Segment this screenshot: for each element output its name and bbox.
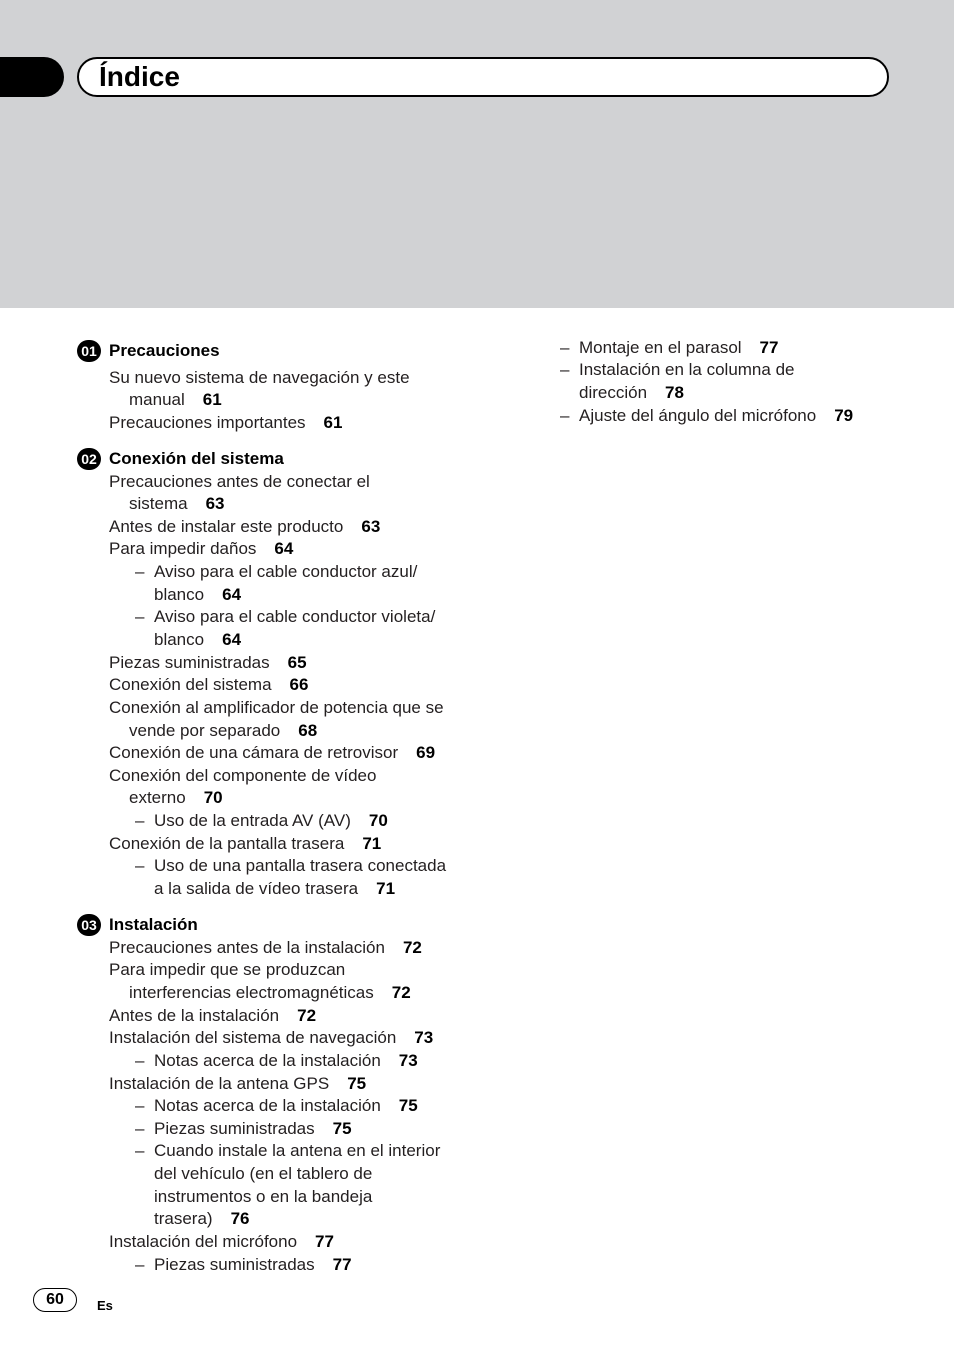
toc-entry-text: Precauciones antes de conectar el <box>109 472 370 491</box>
toc-entry-text: Conexión del sistema <box>109 675 272 694</box>
toc-subentry[interactable] <box>154 1163 372 1185</box>
toc-subentry[interactable] <box>579 405 853 427</box>
toc-subentry[interactable] <box>154 810 388 832</box>
toc-subentry[interactable] <box>154 1095 418 1117</box>
toc-entry-text: del vehículo (en el tablero de <box>154 1164 373 1183</box>
toc-entry-text: a la salida de vídeo trasera <box>154 879 359 898</box>
dash-marker: – <box>135 1051 145 1070</box>
toc-page-number: 77 <box>759 338 779 357</box>
toc-page-number: 72 <box>297 1006 317 1025</box>
toc-entry[interactable] <box>109 833 381 855</box>
toc-entry-text: Notas acerca de la instalación <box>154 1051 381 1070</box>
toc-page-number: 72 <box>402 938 422 957</box>
toc-page-number: 64 <box>274 539 294 558</box>
toc-entry-text: Precauciones antes de la instalación <box>109 938 385 957</box>
toc-page-number: 76 <box>230 1209 250 1228</box>
toc-entry-text: Piezas suministradas <box>109 653 270 672</box>
toc-page-number: 71 <box>376 879 396 898</box>
toc-subentry[interactable] <box>154 1208 250 1230</box>
title-box <box>77 57 889 97</box>
toc-subentry[interactable] <box>154 878 395 900</box>
toc-page-number: 63 <box>361 517 381 536</box>
toc-entry-text: Uso de la entrada AV (AV) <box>154 811 351 830</box>
toc-entry[interactable] <box>129 787 223 809</box>
toc-entry-text: sistema <box>129 494 188 513</box>
page-number: 60 <box>33 1288 77 1312</box>
toc-entry[interactable] <box>109 412 342 434</box>
toc-subentry[interactable] <box>579 382 684 404</box>
toc-entry[interactable] <box>109 367 410 389</box>
toc-subentry[interactable] <box>154 561 417 583</box>
header-band <box>0 0 954 308</box>
section-title-instalacion[interactable]: Instalación <box>109 915 198 934</box>
toc-entry-text: instrumentos o en la bandeja <box>154 1187 373 1206</box>
toc-subentry[interactable] <box>154 855 446 877</box>
toc-entry-text: Piezas suministradas <box>154 1119 315 1138</box>
toc-page-number: 71 <box>362 834 382 853</box>
toc-entry-text: Instalación del sistema de navegación <box>109 1028 397 1047</box>
toc-page-number: 66 <box>289 675 309 694</box>
toc-entry-text: Instalación del micrófono <box>109 1232 298 1251</box>
toc-page-number: 77 <box>332 1255 352 1274</box>
toc-entry-text: Conexión de la pantalla trasera <box>109 834 345 853</box>
toc-entry[interactable] <box>109 1073 366 1095</box>
toc-subentry[interactable] <box>154 1118 352 1140</box>
toc-entry[interactable] <box>129 389 222 411</box>
dash-marker: – <box>135 562 145 581</box>
toc-page-number: 70 <box>203 788 223 807</box>
toc-entry-text: manual <box>129 390 185 409</box>
section-title-precauciones[interactable]: Precauciones <box>109 341 220 360</box>
toc-entry-text: Para impedir que se produzcan <box>109 960 346 979</box>
toc-entry-text: dirección <box>579 383 648 402</box>
toc-entry-text: blanco <box>154 630 205 649</box>
page-title: Índice <box>99 61 180 92</box>
toc-subentry[interactable] <box>579 359 794 381</box>
toc-entry-text: Piezas suministradas <box>154 1255 315 1274</box>
chapter-tab <box>0 57 64 97</box>
toc-entry[interactable] <box>109 1005 316 1027</box>
toc-entry[interactable] <box>129 982 411 1004</box>
toc-page-number: 63 <box>205 494 225 513</box>
dash-marker: – <box>560 406 570 425</box>
toc-entry-text: Antes de instalar este producto <box>109 517 344 536</box>
toc-entry-text: Conexión del componente de vídeo <box>109 766 377 785</box>
dash-marker: – <box>560 338 570 357</box>
toc-entry[interactable] <box>109 765 376 787</box>
dash-marker: – <box>135 1119 145 1138</box>
dash-marker: – <box>135 1255 145 1274</box>
toc-page-number: 61 <box>202 390 222 409</box>
toc-entry-text: Precauciones importantes <box>109 413 306 432</box>
toc-page-number: 79 <box>834 406 854 425</box>
dash-marker: – <box>135 1096 145 1115</box>
toc-entry[interactable] <box>109 538 293 560</box>
toc-entry[interactable] <box>109 937 422 959</box>
toc-entry-text: Conexión de una cámara de retrovisor <box>109 743 399 762</box>
toc-entry-text: Notas acerca de la instalación <box>154 1096 381 1115</box>
toc-entry-text: Instalación en la columna de <box>579 360 795 379</box>
toc-page-number: 69 <box>416 743 436 762</box>
dash-marker: – <box>135 607 145 626</box>
toc-entry[interactable] <box>109 959 345 981</box>
dash-marker: – <box>560 360 570 379</box>
toc-entry-text: trasera) <box>154 1209 213 1228</box>
toc-subentry[interactable] <box>154 1186 372 1208</box>
toc-page-number: 77 <box>315 1232 334 1251</box>
dash-marker: – <box>135 1141 145 1160</box>
toc-entry-text: interferencias electromagnéticas <box>129 983 374 1002</box>
toc-entry[interactable] <box>109 742 435 764</box>
toc-entry-text: Su nuevo sistema de navegación y este <box>109 368 410 387</box>
toc-entry[interactable] <box>109 1231 334 1253</box>
section-badge-03: 03 <box>77 914 101 936</box>
toc-entry-text: Uso de una pantalla trasera conectada <box>154 856 447 875</box>
toc-page-number: 61 <box>323 413 343 432</box>
toc-entry-text: Conexión al amplificador de potencia que se <box>109 698 444 717</box>
toc-entry-text: vende por separado <box>129 721 281 740</box>
toc-entry[interactable] <box>129 720 317 742</box>
toc-entry-text: Antes de la instalación <box>109 1006 280 1025</box>
toc-entry-text: blanco <box>154 585 205 604</box>
toc-entry-text: Ajuste del ángulo del micrófono <box>579 406 817 425</box>
toc-entry[interactable] <box>129 493 225 515</box>
language-tag: Es <box>97 1298 113 1313</box>
toc-page-number: 75 <box>347 1074 367 1093</box>
toc-entry-text: Aviso para el cable conductor violeta/ <box>154 607 436 626</box>
toc-page-number: 65 <box>287 653 307 672</box>
toc-page-number: 75 <box>332 1119 352 1138</box>
toc-page-number: 78 <box>665 383 684 402</box>
toc-page-number: 73 <box>398 1051 418 1070</box>
toc-entry-text: Cuando instale la antena en el interior <box>154 1141 441 1160</box>
toc-entry[interactable] <box>109 674 308 696</box>
toc-page-number: 64 <box>222 585 242 604</box>
toc-subentry[interactable] <box>154 1050 418 1072</box>
toc-entry[interactable] <box>109 652 307 674</box>
toc-entry-text: Instalación de la antena GPS <box>109 1074 330 1093</box>
toc-entry[interactable] <box>109 697 444 719</box>
section-badge-01: 01 <box>77 340 101 362</box>
section-badge-02: 02 <box>77 448 101 470</box>
toc-page-number: 75 <box>398 1096 418 1115</box>
toc-subentry[interactable] <box>154 584 241 606</box>
dash-marker: – <box>135 856 145 875</box>
toc-entry[interactable] <box>109 471 370 493</box>
toc-entry-text: Para impedir daños <box>109 539 257 558</box>
toc-page-number: 72 <box>391 983 411 1002</box>
toc-page-number: 68 <box>298 721 318 740</box>
dash-marker: – <box>135 811 145 830</box>
toc-entry-text: Aviso para el cable conductor azul/ <box>154 562 418 581</box>
toc-subentry[interactable] <box>579 337 778 359</box>
toc-page-number: 64 <box>222 630 242 649</box>
toc-entry[interactable] <box>109 1027 433 1049</box>
toc-entry[interactable] <box>109 516 380 538</box>
toc-page-number: 73 <box>414 1028 434 1047</box>
toc-subentry[interactable] <box>154 1140 440 1162</box>
toc-entry-text: Montaje en el parasol <box>579 338 742 357</box>
toc-page-number: 70 <box>368 811 388 830</box>
section-title-conexion[interactable]: Conexión del sistema <box>109 449 284 468</box>
toc-subentry[interactable] <box>154 629 241 651</box>
toc-entry-text: externo <box>129 788 186 807</box>
toc-subentry[interactable] <box>154 1254 352 1276</box>
toc-subentry[interactable] <box>154 606 435 628</box>
